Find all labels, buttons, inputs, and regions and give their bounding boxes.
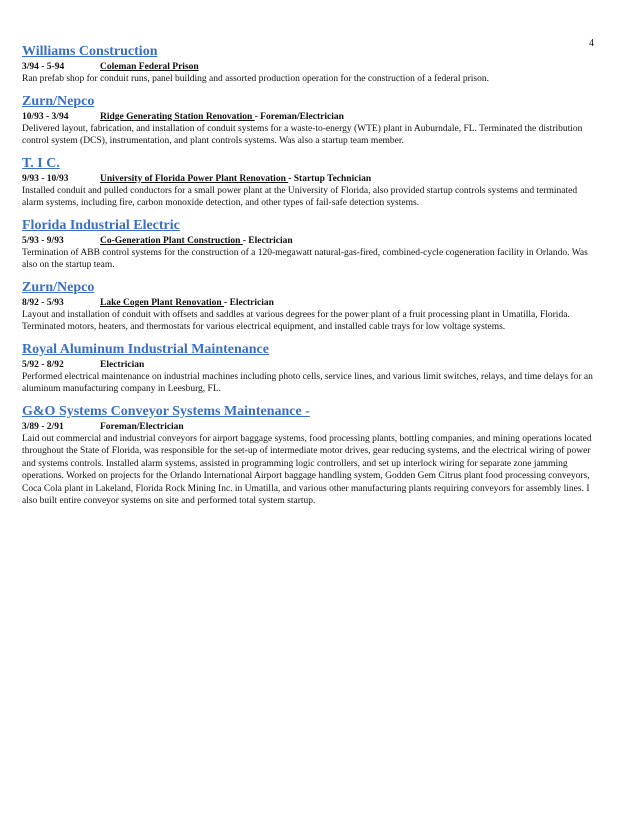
job-entry — [22, 154, 600, 210]
job-entry — [22, 92, 600, 148]
job-meta — [22, 111, 600, 123]
job-description: Delivered layout, fabrication, and installation of conduit systems for a waste-to-energy (WTE) plant in Auburndale, FL. Terminated the distribution control system (DCS), instrumentation, and plant controls systems. Was also a startup team member. — [22, 123, 583, 146]
job-description: Performed electrical maintenance on industrial machines including photo cells, service lines, and various limit switches, relays, and time delays for an aluminum manufacturing company in Leesburg, FL. — [22, 371, 593, 394]
job-meta — [22, 421, 600, 433]
company-name: T. I C. — [22, 155, 60, 171]
job-role: - Startup Technician — [288, 173, 372, 184]
job-meta — [22, 359, 600, 371]
job-role: - Electrician — [224, 297, 274, 308]
job-description: Termination of ABB control systems for the construction of a 120-megawatt natural-gas-fired, combined-cycle cogeneration facility in Orlando. Was also on the startup team. — [22, 247, 588, 270]
company-name: G&O Systems Conveyor Systems Maintenance - — [22, 403, 310, 419]
job-role: - Foreman/Electrician — [254, 111, 344, 122]
job-role: - Electrician — [242, 235, 293, 246]
job-description: Ran prefab shop for conduit runs, panel building and assorted production operation for the construction of a federal prison. — [22, 74, 489, 84]
job-dates: 5/92 - 8/92 — [22, 359, 64, 370]
job-meta — [22, 173, 600, 185]
job-role: Electrician — [100, 359, 145, 370]
project-name: Coleman Federal Prison — [100, 62, 199, 72]
job-dates: 9/93 - 10/93 — [22, 173, 69, 184]
job-meta — [22, 61, 600, 73]
company-name: Florida Industrial Electric — [22, 217, 180, 233]
job-entry — [22, 340, 600, 396]
job-entry — [22, 402, 600, 508]
job-entry — [22, 278, 600, 334]
job-dates: 3/94 - 5-94 — [22, 62, 65, 72]
project-name: Co-Generation Plant Construction — [100, 235, 243, 246]
company-name: Zurn/Nepco — [22, 93, 95, 109]
company-name: Williams Construction — [22, 44, 158, 59]
job-entry — [22, 216, 600, 272]
project-name: University of Florida Power Plant Renovation — [100, 173, 289, 184]
job-dates: 10/93 - 3/94 — [22, 111, 69, 122]
job-description: Installed conduit and pulled conductors for a small power plant at the University of Florida, also provided startup controls systems and terminated alarm systems, including fire, carbon monoxide detection, and other types of fail-safe detection systems. — [22, 185, 578, 208]
job-dates: 3/89 - 2/91 — [22, 421, 64, 432]
job-meta — [22, 235, 600, 247]
job-description: Laid out commercial and industrial conveyors for airport baggage systems, food processing plants, bottling companies, and mining operations located throughout the State of Florida, was responsible for the set-up of intermediate motor drives, gear reducing systems, and the electrical wiring of power and systems controls. Installed alarm systems, assisted in programming logic controllers, and set up interlock wiring for separate zone jamming operations. Worked on projects for the Orlando International Airport baggage handling system, Godden Gem Citrus plant food processing conveyors, Coca Cola plant in Lakeland, Florida Rock Mining Inc. in Umatilla, and various other manufacturing plants requiring conveyors for assembly lines. I also built entire conveyor systems on site and performed total system startup. — [22, 433, 592, 506]
project-name: Lake Cogen Plant Renovation — [100, 297, 225, 308]
job-dates: 8/92 - 5/93 — [22, 297, 64, 308]
job-dates: 5/93 - 9/93 — [22, 235, 64, 246]
job-role: Foreman/Electrician — [100, 421, 184, 432]
job-description: Layout and installation of conduit with offsets and saddles at various degrees for the power plant of a fruit processing plant in Umatilla, Florida. Terminated motors, heaters, and thermostats for various electrical equipment, and installed cable trays for low voltage systems. — [22, 309, 570, 332]
job-meta — [22, 297, 600, 309]
company-name: Royal Aluminum Industrial Maintenance — [22, 341, 269, 357]
project-name: Ridge Generating Station Renovation — [100, 111, 255, 122]
company-name: Zurn/Nepco — [22, 279, 95, 295]
job-entry — [22, 42, 600, 86]
page-number: 4 — [589, 38, 594, 49]
